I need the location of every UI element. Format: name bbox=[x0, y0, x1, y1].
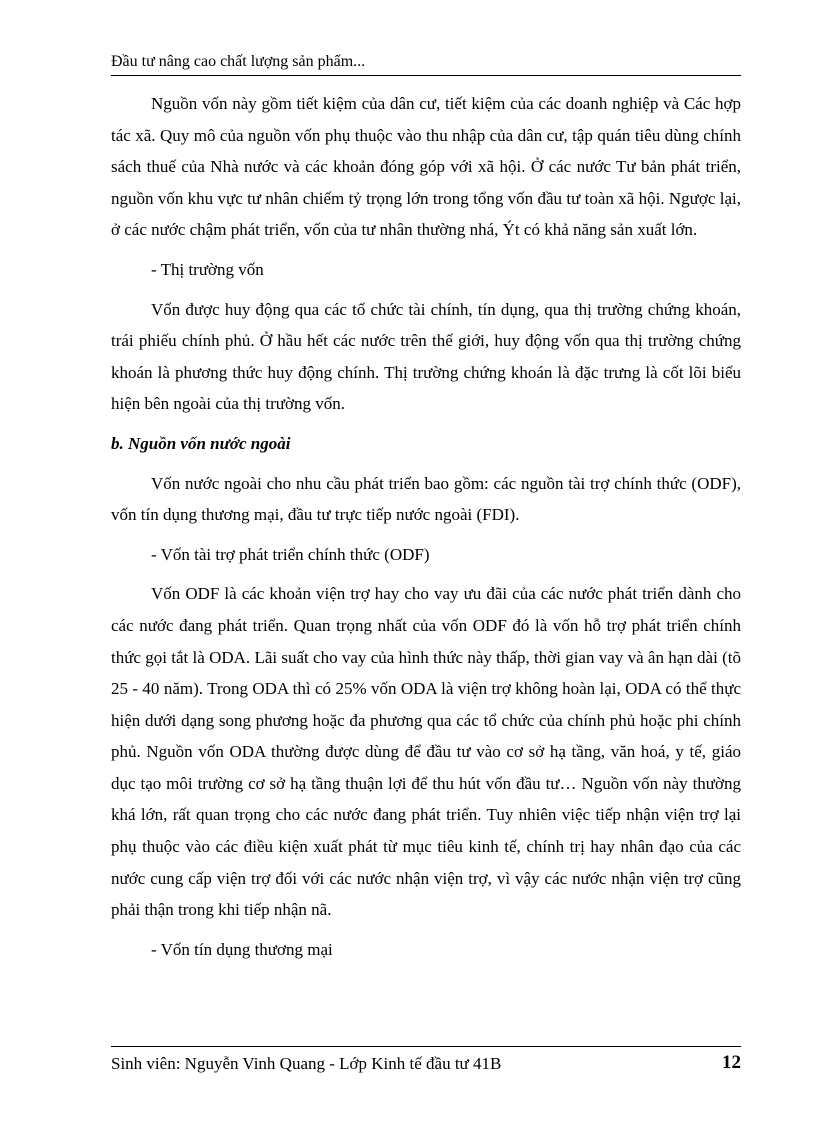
paragraph-odf: Vốn ODF là các khoản viện trợ hay cho vay ưu đãi của các nước phát triển dành cho các nước đang phát triển. Quan trọng nhất của vốn ODF đó là vốn hỗ trợ phát triển chính thức gọi tắt là ODA. Lãi suất cho vay của hình thức này thấp, thời gian vay và ân hạn dài (tõ 25 - 40 năm). Trong ODA thì có 25% vốn ODA là viện trợ không hoàn lại, ODA có thể thực hiện dưới dạng song phương hoặc đa phương qua các tổ chức của chính phủ hoặc phi chính phủ. Nguồn vốn ODA thường được dùng để đầu tư vào cơ sở hạ tầng, văn hoá, y tế, giáo dục tạo môi trường cơ sở hạ tầng thuận lợi để thu hút vốn đầu tư… Nguồn vốn này thường khá lớn, rất quan trọng cho các nước đang phát triển. Tuy nhiên việc tiếp nhận viện trợ lại phụ thuộc vào các điều kiện xuất phát từ mục tiêu kinh tế, chính trị hay nhân đạo của các nước cung cấp viện trợ đối với các nước nhận viện trợ, vì vậy các nước nhận viện trợ cũng phải thận trong khi tiếp nhận nã. bbox=[111, 584, 741, 920]
page-footer bbox=[111, 1046, 741, 1076]
page-number: 12 bbox=[722, 1052, 741, 1073]
section-heading-foreign-capital: b. Nguồn vốn nước ngoài bbox=[111, 433, 291, 453]
list-item-commercial-credit: - Vốn tín dụng thương mại bbox=[151, 939, 333, 959]
page-header bbox=[111, 50, 741, 76]
footer-student-info: Sinh viên: Nguyễn Vinh Quang - Lớp Kinh tế đầu tư 41B bbox=[111, 1054, 502, 1073]
paragraph-domestic-savings: Nguồn vốn này gồm tiết kiệm của dân cư, tiết kiệm của các doanh nghiệp và Các hợp tác xã. Quy mô của nguồn vốn phụ thuộc vào thu nhập của dân cư, tập quán tiêu dùng chính sách thuế của Nhà nước và các khoản đóng góp với xã hội. Ở các nước Tư bản phát triển, nguồn vốn khu vực tư nhân chiếm tỷ trọng lớn trong tổng vốn đầu tư toàn xã hội. Ngược lại, ở các nước chậm phát triển, vốn của tư nhân thường nhá, Ýt có khả năng sản xuất lớn. bbox=[111, 94, 741, 240]
document-body bbox=[111, 88, 741, 965]
running-header-title: Đầu tư nâng cao chất lượng sản phẩm... bbox=[111, 53, 366, 70]
list-item-capital-market: - Thị trường vốn bbox=[151, 259, 264, 279]
paragraph-foreign-capital: Vốn nước ngoài cho nhu cầu phát triển bao gồm: các nguồn tài trợ chính thức (ODF), vốn tín dụng thương mại, đầu tư trực tiếp nước ngoài (FDI). bbox=[111, 473, 741, 525]
paragraph-capital-market: Vốn được huy động qua các tổ chức tài chính, tín dụng, qua thị trường chứng khoán, trái phiếu chính phủ. Ở hầu hết các nước trên thế giới, huy động vốn qua thị trường chứng khoán là phương thức huy động chính. Thị trường chứng khoán là đặc trưng là cốt lõi biểu hiện bên ngoài của thị trường vốn. bbox=[111, 299, 741, 414]
list-item-odf: - Vốn tài trợ phát triển chính thức (ODF) bbox=[151, 544, 430, 564]
